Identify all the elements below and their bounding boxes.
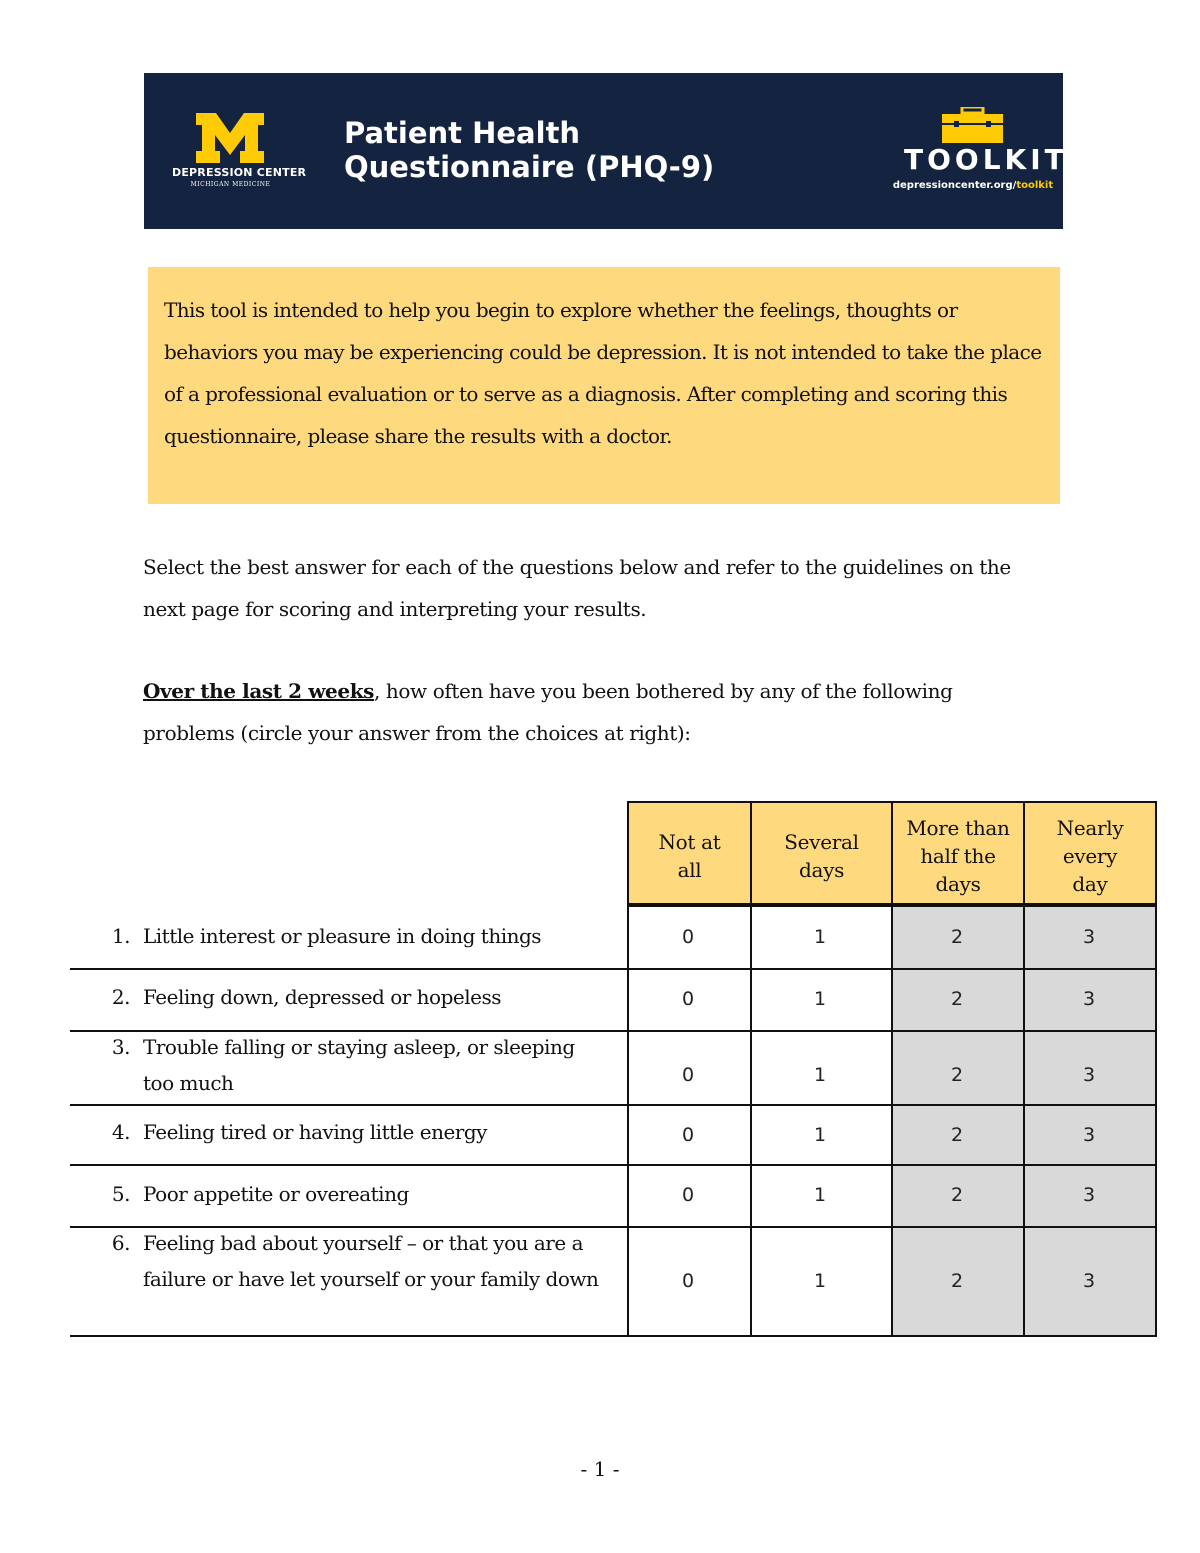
answer-option[interactable]: 3 bbox=[1082, 1064, 1096, 1086]
question-text: Little interest or pleasure in doing things bbox=[143, 924, 542, 948]
page-title-line2: Questionnaire (PHQ-9) bbox=[344, 150, 715, 184]
answer-option[interactable]: 0 bbox=[681, 1270, 695, 1292]
toolkit-url: depressioncenter.org/toolkit bbox=[892, 180, 1054, 191]
intro-text: This tool is intended to help you begin to explore whether the feelings, thoughts or behaviors you may be experiencing could be depression. It is not intended to take the place of a professional evaluation or to serve as a diagnosis. After completing and scoring this questionnaire, please share the results with a doctor. bbox=[164, 298, 1042, 448]
logo-org-name: DEPRESSION CENTER bbox=[172, 166, 307, 179]
page-title-line1: Patient Health bbox=[344, 116, 581, 150]
answer-option[interactable]: 1 bbox=[813, 1064, 827, 1086]
answer-option[interactable]: 3 bbox=[1082, 1124, 1096, 1146]
question-number: 3. bbox=[111, 1035, 130, 1059]
prompt-timeframe: Over the last 2 weeks bbox=[143, 679, 375, 703]
question-number: 5. bbox=[111, 1182, 130, 1206]
answer-option[interactable]: 2 bbox=[950, 1064, 964, 1086]
prompt-rest: , how often have you been bothered by any of the following problems (circle your answer from the choices at right): bbox=[143, 679, 953, 745]
answer-option[interactable]: 0 bbox=[681, 926, 695, 948]
row-divider bbox=[627, 905, 1157, 907]
answer-option[interactable]: 0 bbox=[681, 1184, 695, 1206]
row-divider bbox=[70, 1164, 1157, 1166]
answer-option[interactable]: 1 bbox=[813, 926, 827, 948]
row-divider bbox=[70, 968, 1157, 970]
column-header-several-days: Several days bbox=[750, 801, 893, 905]
row-divider bbox=[70, 1104, 1157, 1106]
answer-option[interactable]: 0 bbox=[681, 988, 695, 1010]
answer-option[interactable]: 0 bbox=[681, 1064, 695, 1086]
table-divider bbox=[1023, 801, 1025, 1337]
answer-option[interactable]: 1 bbox=[813, 988, 827, 1010]
column-header-more-than-half: More than half the days bbox=[891, 801, 1025, 905]
table-divider bbox=[891, 801, 893, 1337]
column-header-not-at-all: Not at all bbox=[627, 801, 752, 905]
page-number: - 1 - bbox=[580, 1457, 620, 1481]
table-divider bbox=[1155, 801, 1157, 1337]
answer-option[interactable]: 1 bbox=[813, 1270, 827, 1292]
question-text: Feeling down, depressed or hopeless bbox=[143, 985, 501, 1009]
question-text: Poor appetite or overeating bbox=[143, 1182, 409, 1206]
logo-org-subname: MICHIGAN MEDICINE bbox=[190, 181, 271, 188]
question-number: 2. bbox=[111, 985, 130, 1009]
question-text: Feeling bad about yourself – or that you are a failure or have let yourself or your family down bbox=[143, 1231, 599, 1291]
answer-option[interactable]: 2 bbox=[950, 1124, 964, 1146]
answer-option[interactable]: 2 bbox=[950, 1270, 964, 1292]
answer-option[interactable]: 3 bbox=[1082, 1270, 1096, 1292]
answer-option[interactable]: 2 bbox=[950, 988, 964, 1010]
row-divider bbox=[70, 1335, 1157, 1337]
answer-option[interactable]: 2 bbox=[950, 926, 964, 948]
toolkit-label: TOOLKIT bbox=[904, 143, 1068, 176]
question-number: 6. bbox=[111, 1231, 130, 1255]
answer-option[interactable]: 1 bbox=[813, 1124, 827, 1146]
answer-option[interactable]: 3 bbox=[1082, 988, 1096, 1010]
question-text: Trouble falling or staying asleep, or sleeping too much bbox=[143, 1035, 575, 1095]
block-m-logo-icon bbox=[196, 113, 264, 163]
table-divider bbox=[750, 801, 752, 1337]
question-text: Feeling tired or having little energy bbox=[143, 1120, 487, 1144]
instructions-text: Select the best answer for each of the questions below and refer to the guidelines on the next page for scoring and interpreting your results. bbox=[143, 555, 1011, 621]
answer-option[interactable]: 3 bbox=[1082, 1184, 1096, 1206]
answer-option[interactable]: 2 bbox=[950, 1184, 964, 1206]
question-number: 4. bbox=[111, 1120, 130, 1144]
question-prompt bbox=[143, 670, 1043, 754]
column-header-nearly-every-day: Nearly every day bbox=[1023, 801, 1157, 905]
answer-option[interactable]: 0 bbox=[681, 1124, 695, 1146]
toolbox-icon bbox=[940, 107, 1005, 145]
answer-option[interactable]: 1 bbox=[813, 1184, 827, 1206]
answer-option[interactable]: 3 bbox=[1082, 926, 1096, 948]
table-divider bbox=[627, 801, 629, 1337]
question-number: 1. bbox=[111, 924, 130, 948]
